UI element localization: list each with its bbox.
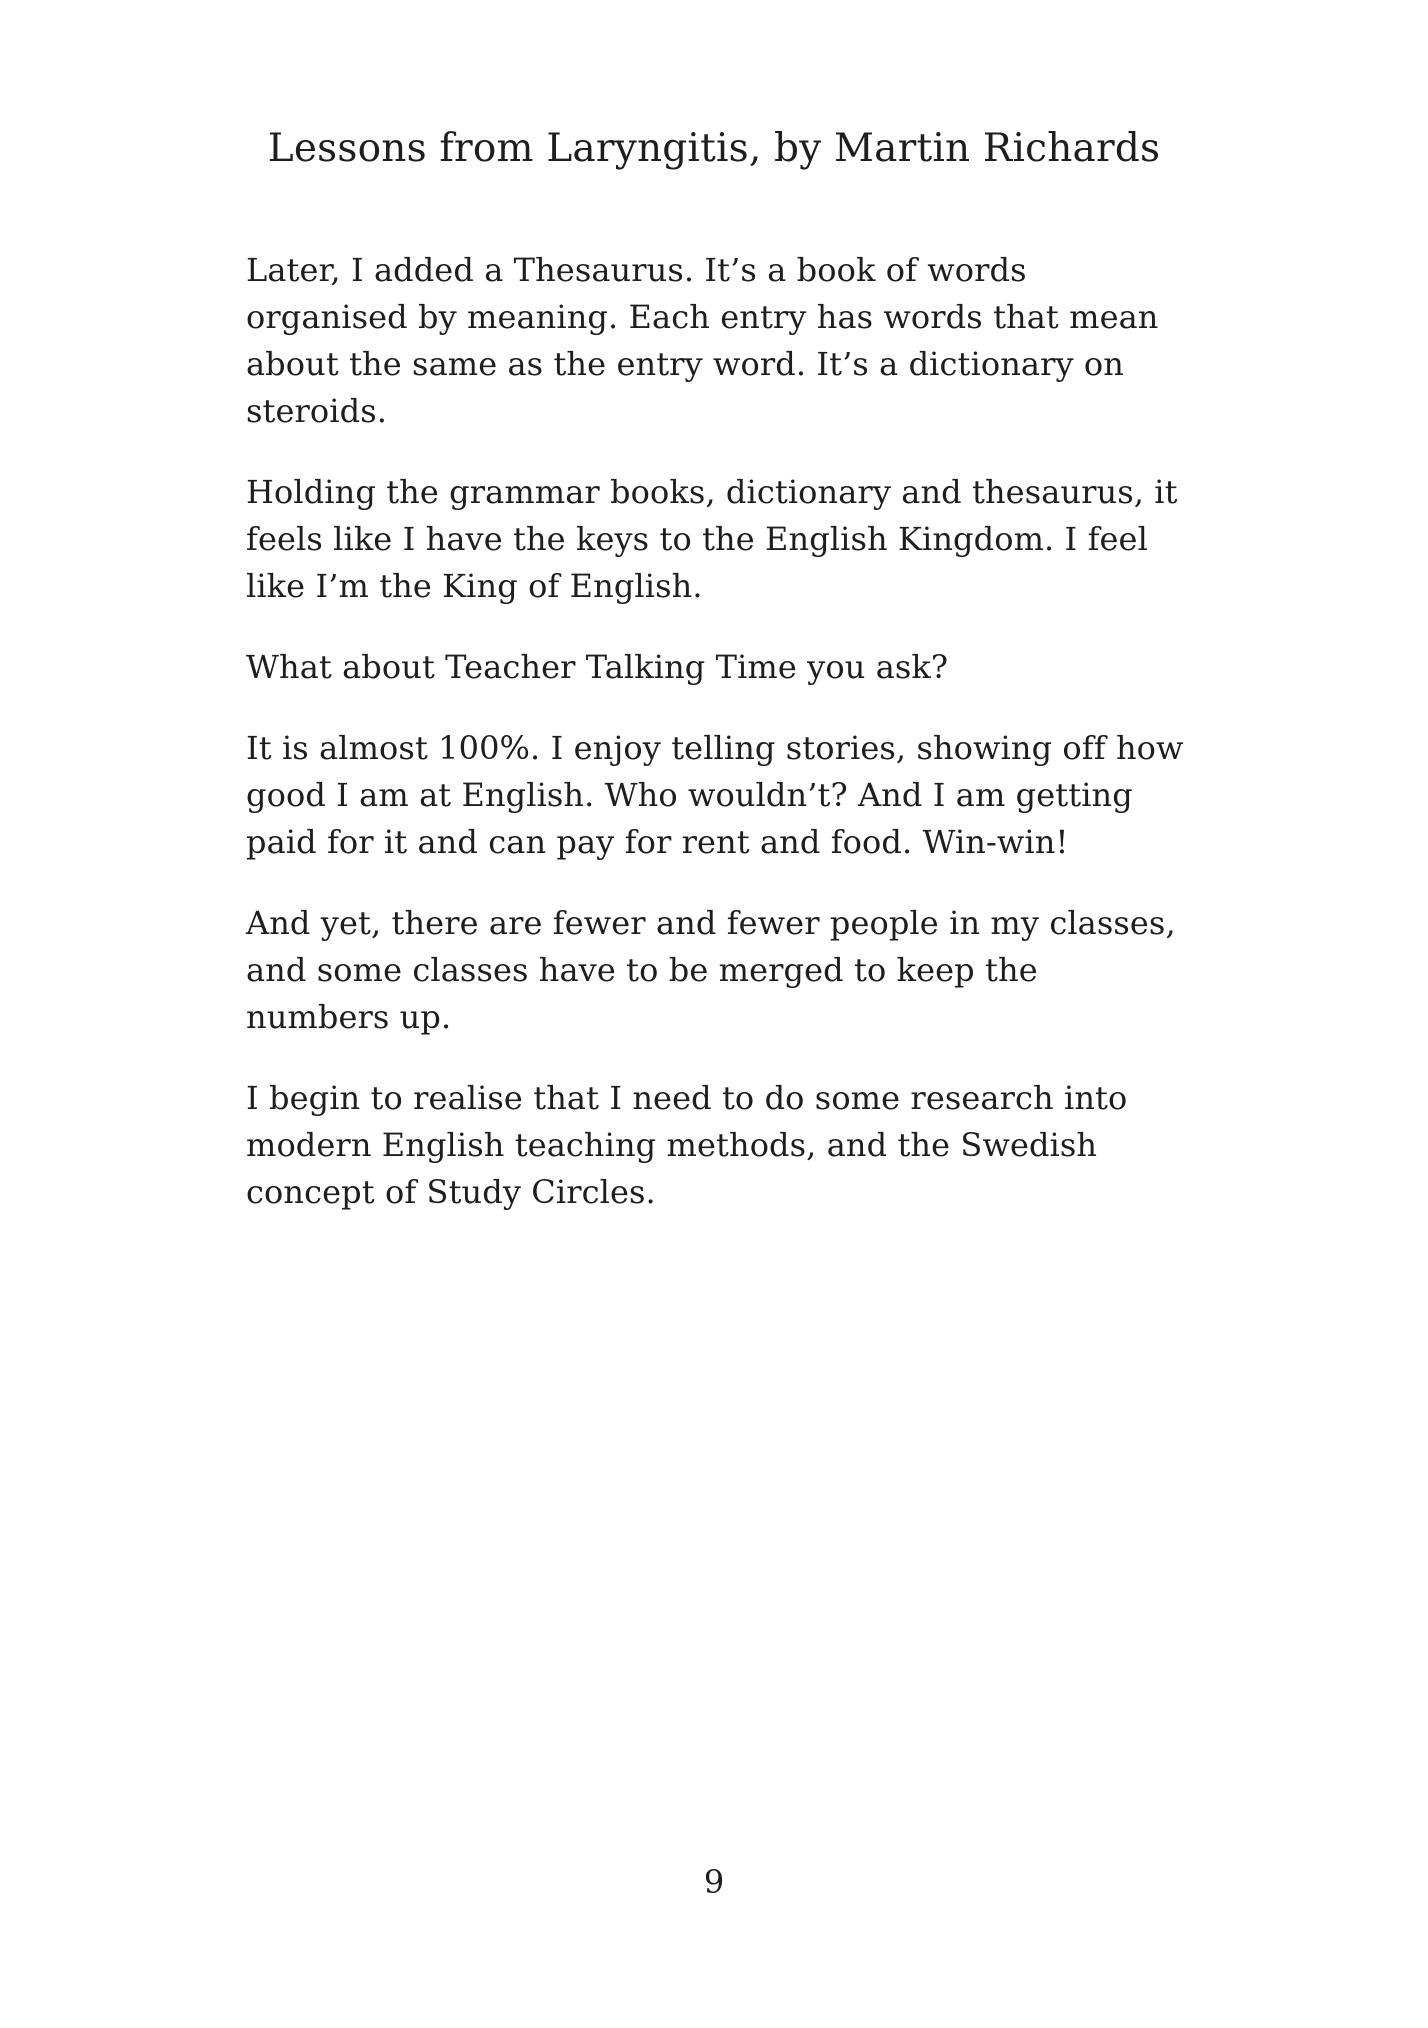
- paragraph: Holding the grammar books, dictionary and thesaurus, it feels like I have the keys to the English Kingdom. I feel like I’m the King of English.: [246, 473, 1178, 605]
- paragraph: It is almost 100%. I enjoy telling stories, showing off how good I am at English. Who wouldn’t? And I am getting paid for it and can pay for rent and food. Win-win!: [246, 729, 1184, 861]
- paragraph: What about Teacher Talking Time you ask?: [246, 648, 949, 686]
- paragraph: Later, I added a Thesaurus. It’s a book of words organised by meaning. Each entry has words that mean about the same as the entry word. It’s a dictionary on steroids.: [246, 251, 1159, 430]
- running-header: Lessons from Laryngitis, by Martin Richards: [267, 126, 1161, 171]
- paragraph: I begin to realise that I need to do some research into modern English teaching methods, and the Swedish concept of Study Circles.: [246, 1079, 1128, 1211]
- body-text: [246, 247, 1186, 1250]
- paragraph: And yet, there are fewer and fewer people in my classes, and some classes have to be merged to keep the numbers up.: [246, 904, 1176, 1036]
- page-number: 9: [703, 1863, 725, 1901]
